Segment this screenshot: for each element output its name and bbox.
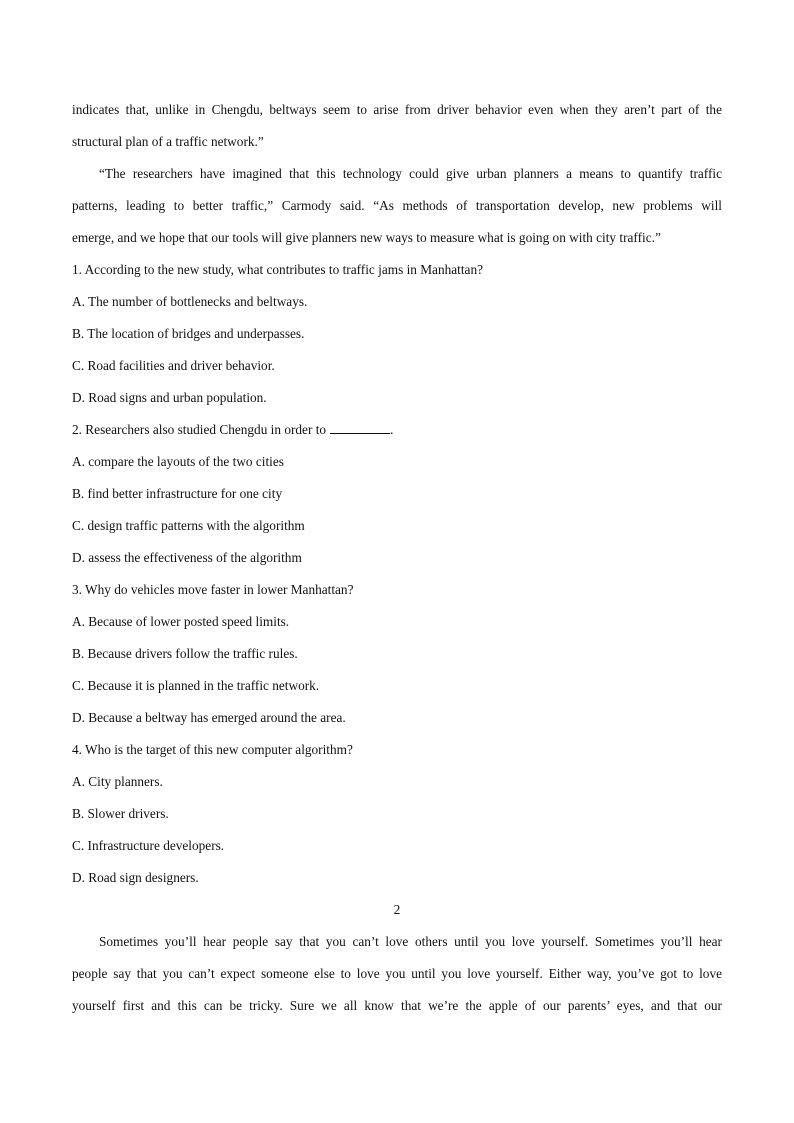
question-stem: 1. According to the new study, what contributes to traffic jams in Manhattan?	[72, 262, 483, 277]
passage1-line: patterns, leading to better traffic,” Carmody said. “As methods of transportation develop, new problems will	[72, 198, 722, 213]
answer-blank	[330, 419, 390, 434]
passage2-line: people say that you can’t expect someone else to love you until you love yourself. Either way, you’ve got to love	[72, 966, 722, 981]
answer-option: A. City planners.	[72, 774, 163, 789]
answer-option: D. assess the effectiveness of the algorithm	[72, 550, 302, 565]
answer-option: B. find better infrastructure for one city	[72, 486, 283, 501]
passage2-line: Sometimes you’ll hear people say that you can’t love others until you love yourself. Sometimes you’ll hear	[99, 934, 722, 949]
passage1-line: structural plan of a traffic network.”	[72, 134, 264, 149]
question-stem-with-blank	[72, 414, 722, 446]
question-stem: 4. Who is the target of this new computer algorithm?	[72, 742, 353, 757]
document-page	[72, 94, 722, 1022]
answer-option: D. Because a beltway has emerged around the area.	[72, 710, 346, 725]
answer-option: B. Because drivers follow the traffic rules.	[72, 646, 298, 661]
question-stem: 2. Researchers also studied Chengdu in order to	[72, 422, 327, 437]
answer-option: A. compare the layouts of the two cities	[72, 454, 284, 469]
answer-option: C. design traffic patterns with the algorithm	[72, 518, 305, 533]
passage1-line: indicates that, unlike in Chengdu, beltways seem to arise from driver behavior even when they aren’t part of the	[72, 102, 722, 117]
passage1-line: emerge, and we hope that our tools will give planners new ways to measure what is going on with city traffic.”	[72, 230, 661, 245]
answer-option: D. Road signs and urban population.	[72, 390, 267, 405]
answer-option: B. The location of bridges and underpasses.	[72, 326, 305, 341]
stem-suffix: .	[390, 422, 394, 437]
answer-option: C. Infrastructure developers.	[72, 838, 225, 853]
question-stem: 3. Why do vehicles move faster in lower Manhattan?	[72, 582, 354, 597]
answer-option: C. Road facilities and driver behavior.	[72, 358, 275, 373]
section-number: 2	[393, 902, 401, 917]
passage2-line: yourself first and this can be tricky. Sure we all know that we’re the apple of our parents’ eyes, and that our	[72, 998, 722, 1013]
answer-option: D. Road sign designers.	[72, 870, 199, 885]
passage1-line: “The researchers have imagined that this technology could give urban planners a means to quantify traffic	[99, 166, 722, 181]
answer-option: A. The number of bottlenecks and beltways.	[72, 294, 308, 309]
answer-option: C. Because it is planned in the traffic network.	[72, 678, 320, 693]
answer-option: B. Slower drivers.	[72, 806, 169, 821]
answer-option: A. Because of lower posted speed limits.	[72, 614, 290, 629]
